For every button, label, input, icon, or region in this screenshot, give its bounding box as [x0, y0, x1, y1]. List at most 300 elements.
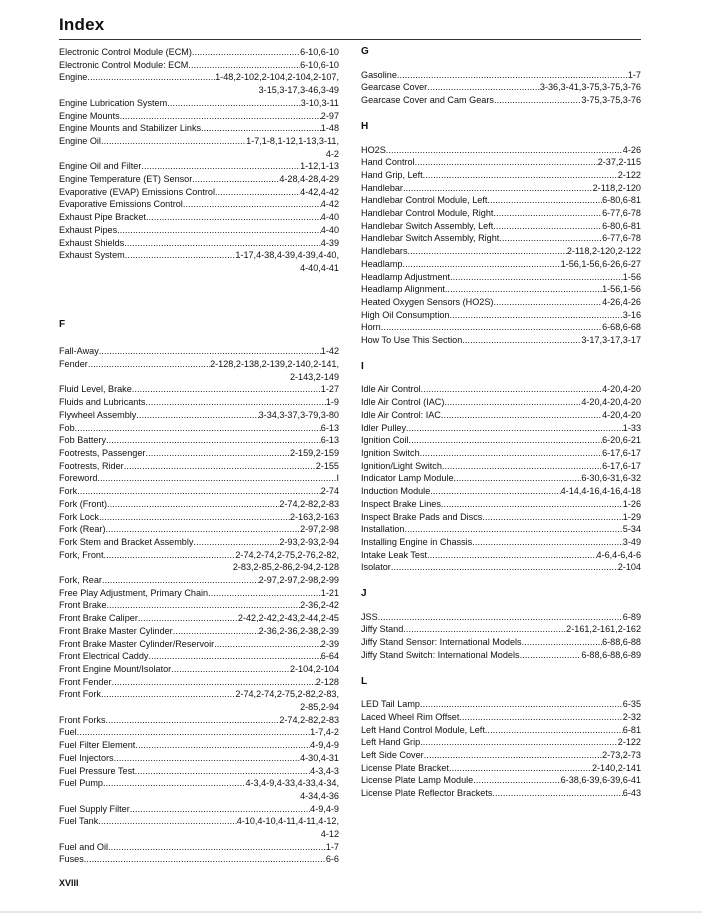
- leader-dots: [449, 762, 592, 775]
- index-entry: [59, 638, 339, 651]
- index-entry: [59, 71, 339, 84]
- index-entry: [59, 549, 339, 562]
- index-term: High Oil Consumption: [361, 309, 450, 320]
- page-refs: 4-26,4-26: [602, 296, 641, 307]
- leader-dots: [101, 688, 235, 701]
- page-refs: 1-17,4-38,4-39,4-39,4-40,: [235, 250, 339, 261]
- leader-dots: [108, 841, 326, 854]
- leader-dots: [120, 110, 321, 123]
- page-refs: 1-7,1-8,1-12,1-13,3-11,: [246, 135, 339, 146]
- index-term: Free Play Adjustment, Primary Chain: [59, 587, 209, 598]
- leader-dots: [381, 321, 602, 334]
- section-letter-h: H: [361, 120, 369, 132]
- index-entry: [59, 815, 339, 828]
- page-refs: 1-7: [325, 841, 339, 852]
- index-entry: [361, 511, 641, 524]
- page-refs: 6-77,6-78: [602, 208, 641, 219]
- page-number: XVIII: [59, 878, 79, 888]
- index-entry: [361, 711, 641, 724]
- index-entry: [59, 46, 339, 59]
- index-entry: [361, 396, 641, 409]
- index-entry: [361, 220, 641, 233]
- section-letter-f: F: [59, 318, 66, 330]
- leader-dots: [445, 283, 602, 296]
- index-term: Front Brake: [59, 600, 107, 611]
- page-refs: 2-93,2-93,2-94: [279, 536, 339, 547]
- page-refs-continued: 4-34,4-36: [300, 790, 339, 801]
- index-entry: [59, 511, 339, 524]
- page-refs: 2-39: [320, 638, 339, 649]
- page-refs: 2-74: [320, 486, 339, 497]
- index-entry: [361, 787, 641, 800]
- leader-dots: [146, 211, 321, 224]
- index-term: Inspect Brake Lines: [361, 498, 441, 509]
- page-title: Index: [59, 15, 105, 34]
- page-refs: 2-140,2-141: [591, 762, 641, 773]
- leader-dots: [402, 258, 560, 271]
- index-term: Handlebar: [361, 182, 403, 193]
- index-entry: [59, 135, 339, 148]
- index-term: Idle Air Control (IAC): [361, 397, 445, 408]
- index-entry: [361, 434, 641, 447]
- index-entry: [59, 198, 339, 211]
- leader-dots: [148, 650, 320, 663]
- page-refs: 1-48,2-102,2-104,2-104,2-107,: [215, 72, 339, 83]
- leader-dots: [409, 434, 603, 447]
- index-entry: [361, 283, 641, 296]
- leader-dots: [77, 485, 321, 498]
- index-term: Isolator: [361, 562, 391, 573]
- leader-dots: [520, 649, 582, 662]
- page-refs: 4-20,4-20,4-20: [581, 397, 641, 408]
- leader-dots: [472, 536, 623, 549]
- index-entry: [361, 649, 641, 662]
- leader-dots: [386, 144, 623, 157]
- index-term: Headlamp Alignment: [361, 284, 445, 295]
- index-entry: [59, 211, 339, 224]
- leader-dots: [135, 739, 310, 752]
- page-refs: 2-36,2-42: [300, 600, 339, 611]
- leader-dots: [124, 460, 316, 473]
- page-refs: 4-3,4-3: [310, 765, 339, 776]
- index-entry: [59, 160, 339, 173]
- page-refs: 4-6,4-6,4-6: [596, 549, 641, 560]
- leader-dots: [424, 749, 602, 762]
- page-refs-continued: 4-40,4-41: [300, 262, 339, 273]
- leader-dots: [99, 511, 290, 524]
- page-refs: 4-39: [320, 237, 339, 248]
- page-refs-continued: 2-143,2-149: [289, 371, 339, 382]
- page-refs: 3-49: [622, 536, 641, 547]
- page-refs: 3-10,3-11: [300, 97, 339, 108]
- section-f: [59, 345, 339, 866]
- index-term: Engine: [59, 72, 88, 83]
- page-refs: 4-14,4-16,4-16,4-18: [560, 486, 641, 497]
- page-refs: 6-77,6-78: [602, 233, 641, 244]
- index-term: Fork, Front: [59, 549, 104, 560]
- page-refs: I: [336, 473, 339, 484]
- index-term: Fuel: [59, 727, 77, 738]
- index-term: Gearcase Cover and Cam Gears: [361, 95, 494, 106]
- leader-dots: [415, 156, 598, 169]
- leader-dots: [493, 296, 602, 309]
- index-entry: [59, 422, 339, 435]
- index-term: Fork (Front): [59, 498, 107, 509]
- index-term: Idle Air Control: IAC: [361, 409, 441, 420]
- index-term: Handlebar Switch Assembly, Right: [361, 233, 500, 244]
- index-term: Fuel Pressure Test: [59, 765, 135, 776]
- leader-dots: [84, 853, 326, 866]
- index-term: Left Side Cover: [361, 750, 424, 761]
- leader-dots: [482, 511, 622, 524]
- index-term: Front Brake Caliper: [59, 613, 138, 624]
- page-refs: 6-38,6-39,6-39,6-41: [560, 775, 641, 786]
- page-refs: 1-48: [320, 123, 339, 134]
- page-refs: 3-75,3-75,3-76: [581, 95, 641, 106]
- index-entry: [361, 698, 641, 711]
- leader-dots: [193, 536, 279, 549]
- index-entry: [59, 122, 339, 135]
- leader-dots: [201, 122, 321, 135]
- index-entry: [361, 485, 641, 498]
- index-entry: [59, 853, 339, 866]
- page-refs: 4-42,4-42: [300, 186, 339, 197]
- index-entry: [361, 498, 641, 511]
- index-term: Exhaust Pipes: [59, 224, 118, 235]
- page-refs-continued: 2-85,2-94: [300, 702, 339, 713]
- leader-dots: [391, 561, 618, 574]
- index-term: Fob Battery: [59, 435, 107, 446]
- leader-dots: [473, 774, 560, 787]
- index-term: HO2S: [361, 144, 386, 155]
- leader-dots: [107, 498, 279, 511]
- index-entry: [361, 94, 641, 107]
- index-entry: [361, 334, 641, 347]
- index-entry: [361, 69, 641, 82]
- page-refs: 1-27: [320, 384, 339, 395]
- page-refs: 4-20,4-20: [602, 384, 641, 395]
- section-letter-l: L: [361, 675, 368, 687]
- index-entry: [361, 472, 641, 485]
- page-refs: 2-97: [320, 110, 339, 121]
- index-term: Footrests, Rider: [59, 460, 124, 471]
- page-refs: 1-56,1-56: [602, 284, 641, 295]
- leader-dots: [103, 549, 235, 562]
- index-term: Headlamp: [361, 258, 403, 269]
- page-refs: 1-42: [320, 346, 339, 357]
- index-term: Installation: [361, 524, 405, 535]
- leader-dots: [406, 422, 623, 435]
- index-entry: [361, 409, 641, 422]
- page-refs: 2-74,2-74,2-75,2-76,2-82,: [235, 549, 339, 560]
- leader-dots: [427, 81, 540, 94]
- page-refs: 6-10,6-10: [300, 59, 339, 70]
- page-refs: 6-6: [325, 854, 339, 865]
- leader-dots: [103, 777, 245, 790]
- index-entry: [59, 841, 339, 854]
- index-term: Fluid Level, Brake: [59, 384, 132, 395]
- index-entry: [361, 207, 641, 220]
- index-entry: [59, 498, 339, 511]
- page-refs: 6-43: [622, 788, 641, 799]
- page-refs: 2-122: [617, 737, 641, 748]
- page-refs: 4-28,4-28,4-29: [279, 174, 339, 185]
- index-entry: [59, 752, 339, 765]
- page-refs: 2-159,2-159: [289, 447, 339, 458]
- page-refs: 1-7: [627, 69, 641, 80]
- index-term: Electronic Control Module: ECM: [59, 59, 189, 70]
- index-entry: [361, 194, 641, 207]
- index-entry: [59, 472, 339, 485]
- leader-dots: [450, 271, 623, 284]
- index-term: Fuel Supply Filter: [59, 803, 130, 814]
- index-term: Handlebar Control Module, Left: [361, 195, 488, 206]
- index-entry: [361, 245, 641, 258]
- page-refs: 2-74,2-82,2-83: [279, 714, 339, 725]
- page-refs-continued: 4-2: [325, 148, 339, 159]
- index-entry: [59, 249, 339, 262]
- index-term: Left Hand Grip: [361, 737, 421, 748]
- index-entry: [361, 144, 641, 157]
- leader-dots: [101, 135, 246, 148]
- index-entry: [361, 536, 641, 549]
- index-entry: [59, 714, 339, 727]
- leader-dots: [136, 409, 258, 422]
- index-term: Front Engine Mount/Isolator: [59, 663, 172, 674]
- leader-dots: [492, 787, 622, 800]
- leader-dots: [138, 612, 238, 625]
- leader-dots: [173, 625, 259, 638]
- leader-dots: [403, 182, 593, 195]
- index-entry: [59, 536, 339, 549]
- index-term: Idler Pulley: [361, 422, 406, 433]
- index-entry: [59, 460, 339, 473]
- page-refs: 2-163,2-163: [289, 511, 339, 522]
- index-entry: [361, 736, 641, 749]
- index-term: Engine Temperature (ET) Sensor: [59, 174, 193, 185]
- index-term: License Plate Lamp Module: [361, 775, 474, 786]
- leader-dots: [141, 160, 300, 173]
- index-entry: [361, 182, 641, 195]
- leader-dots: [106, 714, 280, 727]
- page-refs: 3-36,3-41,3-75,3-75,3-76: [539, 82, 641, 93]
- index-term: Induction Module: [361, 486, 431, 497]
- index-column-left: [59, 46, 339, 866]
- page-refs: 3-34,3-37,3-79,3-80: [258, 409, 339, 420]
- leader-dots: [125, 249, 236, 262]
- index-column-right: [361, 46, 641, 800]
- leader-dots: [130, 803, 310, 816]
- index-term: Engine Mounts and Stabilizer Links: [59, 123, 202, 134]
- index-entry: [361, 447, 641, 460]
- page-refs: 2-42,2-42,2-43,2-44,2-45: [237, 613, 339, 624]
- page-refs: 1-21: [320, 587, 339, 598]
- page-refs: 1-56,1-56,6-26,6-27: [560, 258, 641, 269]
- index-entry: [59, 110, 339, 123]
- page-refs-continued: 3-15,3-17,3-46,3-49: [258, 85, 339, 96]
- page-refs: 4-3,4-9,4-33,4-33,4-34,: [245, 778, 339, 789]
- index-entry: [361, 321, 641, 334]
- leader-dots: [493, 220, 602, 233]
- index-entry: [59, 396, 339, 409]
- index-term: Evaporative Emissions Control: [59, 199, 183, 210]
- index-term: Exhaust Pipe Bracket: [59, 212, 146, 223]
- leader-dots: [420, 698, 623, 711]
- leader-dots: [97, 472, 336, 485]
- index-entry: [59, 625, 339, 638]
- page-refs: 2-161,2-161,2-162: [566, 624, 641, 635]
- page-refs: 6-13: [320, 435, 339, 446]
- leader-dots: [208, 587, 321, 600]
- leader-dots: [442, 460, 602, 473]
- leader-dots: [87, 71, 215, 84]
- leader-dots: [75, 422, 321, 435]
- index-term: Front Brake Master Cylinder/Reservoir: [59, 638, 215, 649]
- leader-dots: [441, 409, 602, 422]
- page-refs: 4-30,4-31: [300, 752, 339, 763]
- leader-dots: [102, 574, 259, 587]
- page-refs: 2-37,2-115: [597, 157, 641, 168]
- index-term: Jiffy Stand Sensor: International Models: [361, 637, 522, 648]
- index-term: Horn: [361, 322, 381, 333]
- page-refs: 6-20,6-21: [602, 435, 641, 446]
- page-refs: 4-9,4-9: [310, 740, 339, 751]
- page-refs: 6-68,6-68: [602, 322, 641, 333]
- leader-dots: [408, 245, 567, 258]
- page-refs: 1-7,4-2: [310, 727, 339, 738]
- leader-dots: [522, 636, 602, 649]
- index-entry: [361, 309, 641, 322]
- page-refs: 2-32: [622, 711, 641, 722]
- section-letter-g: G: [361, 46, 369, 57]
- section-i: [361, 383, 641, 574]
- index-term: Inspect Brake Pads and Discs: [361, 511, 483, 522]
- index-term: Ignition Coil: [361, 435, 409, 446]
- leader-dots: [114, 752, 300, 765]
- index-term: Installing Engine in Chassis: [361, 536, 473, 547]
- leader-dots: [192, 173, 279, 186]
- leader-dots: [117, 224, 321, 237]
- index-term: Ignition Switch: [361, 447, 420, 458]
- leader-dots: [487, 194, 602, 207]
- index-term: Engine Oil: [59, 135, 101, 146]
- page-refs: 4-26: [622, 144, 641, 155]
- index-term: JSS: [361, 611, 378, 622]
- leader-dots: [192, 46, 300, 59]
- index-entry: [361, 762, 641, 775]
- index-entry: [59, 358, 339, 371]
- index-term: Indicator Lamp Module: [361, 473, 454, 484]
- index-entry: [59, 173, 339, 186]
- index-entry: [59, 587, 339, 600]
- index-entry: [361, 636, 641, 649]
- leader-dots: [167, 97, 301, 110]
- index-entry: [361, 422, 641, 435]
- page-refs: 1-33: [622, 422, 641, 433]
- page-refs: 4-40: [320, 224, 339, 235]
- page-refs: 3-17,3-17,3-17: [581, 335, 641, 346]
- index-entry: [59, 383, 339, 396]
- page-refs-continued: 2-83,2-85,2-86,2-94,2-128: [232, 562, 339, 573]
- index-term: Evaporative (EVAP) Emissions Control: [59, 186, 215, 197]
- leader-dots: [423, 169, 618, 182]
- index-term: Engine Oil and Filter: [59, 161, 142, 172]
- index-term: Fork, Rear: [59, 575, 102, 586]
- leader-dots: [430, 485, 560, 498]
- index-entry: [59, 447, 339, 460]
- page-refs: 5-34: [622, 524, 641, 535]
- index-term: Front Electrical Caddy: [59, 651, 149, 662]
- page-refs: 2-118,2-120: [592, 182, 641, 193]
- index-term: Fuel and Oil: [59, 841, 109, 852]
- index-entry: [361, 296, 641, 309]
- index-entry: [361, 232, 641, 245]
- index-term: Fluids and Lubricants: [59, 397, 146, 408]
- index-term: Front Brake Master Cylinder: [59, 625, 173, 636]
- page-refs: 2-128: [315, 676, 339, 687]
- index-entry: [59, 224, 339, 237]
- page-refs: 2-74,2-74,2-75,2-82,2-83,: [235, 689, 339, 700]
- page-refs: 4-10,4-10,4-11,4-11,4-12,: [236, 816, 339, 827]
- index-entry: [59, 726, 339, 739]
- leader-dots: [444, 396, 581, 409]
- index-entry: [59, 663, 339, 676]
- index-entry: [59, 777, 339, 790]
- page-refs: 6-35: [622, 699, 641, 710]
- index-term: Fuel Injectors: [59, 752, 114, 763]
- page-refs: 6-88,6-88,6-89: [581, 649, 641, 660]
- index-term: Flywheel Assembly: [59, 409, 137, 420]
- index-entry: [59, 599, 339, 612]
- index-entry: [59, 409, 339, 422]
- page-refs: 6-17,6-17: [602, 460, 641, 471]
- index-entry: [361, 724, 641, 737]
- index-term: Headlamp Adjustment: [361, 271, 450, 282]
- page-refs: 2-73,2-73: [602, 750, 641, 761]
- section-l: [361, 698, 641, 800]
- page-refs: 2-36,2-36,2-38,2-39: [258, 625, 339, 636]
- index-entry: [361, 258, 641, 271]
- index-term: Fuses: [59, 854, 84, 865]
- page-refs: 6-13: [320, 422, 339, 433]
- leader-dots: [462, 334, 581, 347]
- index-entry: [361, 156, 641, 169]
- leader-dots: [112, 676, 316, 689]
- index-term: Electronic Control Module (ECM): [59, 47, 192, 57]
- title-rule: [59, 39, 641, 40]
- page-refs: 1-56: [622, 271, 641, 282]
- page-refs: 2-104: [617, 562, 641, 573]
- page-refs: 2-118,2-120,2-122: [566, 246, 641, 257]
- index-entry: [361, 523, 641, 536]
- leader-dots: [98, 815, 236, 828]
- index-term: Handlebar Switch Assembly, Left: [361, 220, 494, 231]
- leader-dots: [124, 237, 321, 250]
- index-entry: [59, 688, 339, 701]
- leader-dots: [404, 523, 622, 536]
- index-term: Foreword: [59, 473, 98, 484]
- index-term: Fork Lock: [59, 511, 99, 522]
- page-refs: 3-16: [622, 309, 641, 320]
- page-refs: 4-9,4-9: [310, 803, 339, 814]
- index-entry: [361, 383, 641, 396]
- index-entry: [59, 765, 339, 778]
- leader-dots: [145, 447, 290, 460]
- index-term: Engine Lubrication System: [59, 97, 168, 108]
- index-term: Jiffy Stand: [361, 624, 404, 635]
- index-entry: [361, 460, 641, 473]
- index-term: Hand Grip, Left: [361, 169, 423, 180]
